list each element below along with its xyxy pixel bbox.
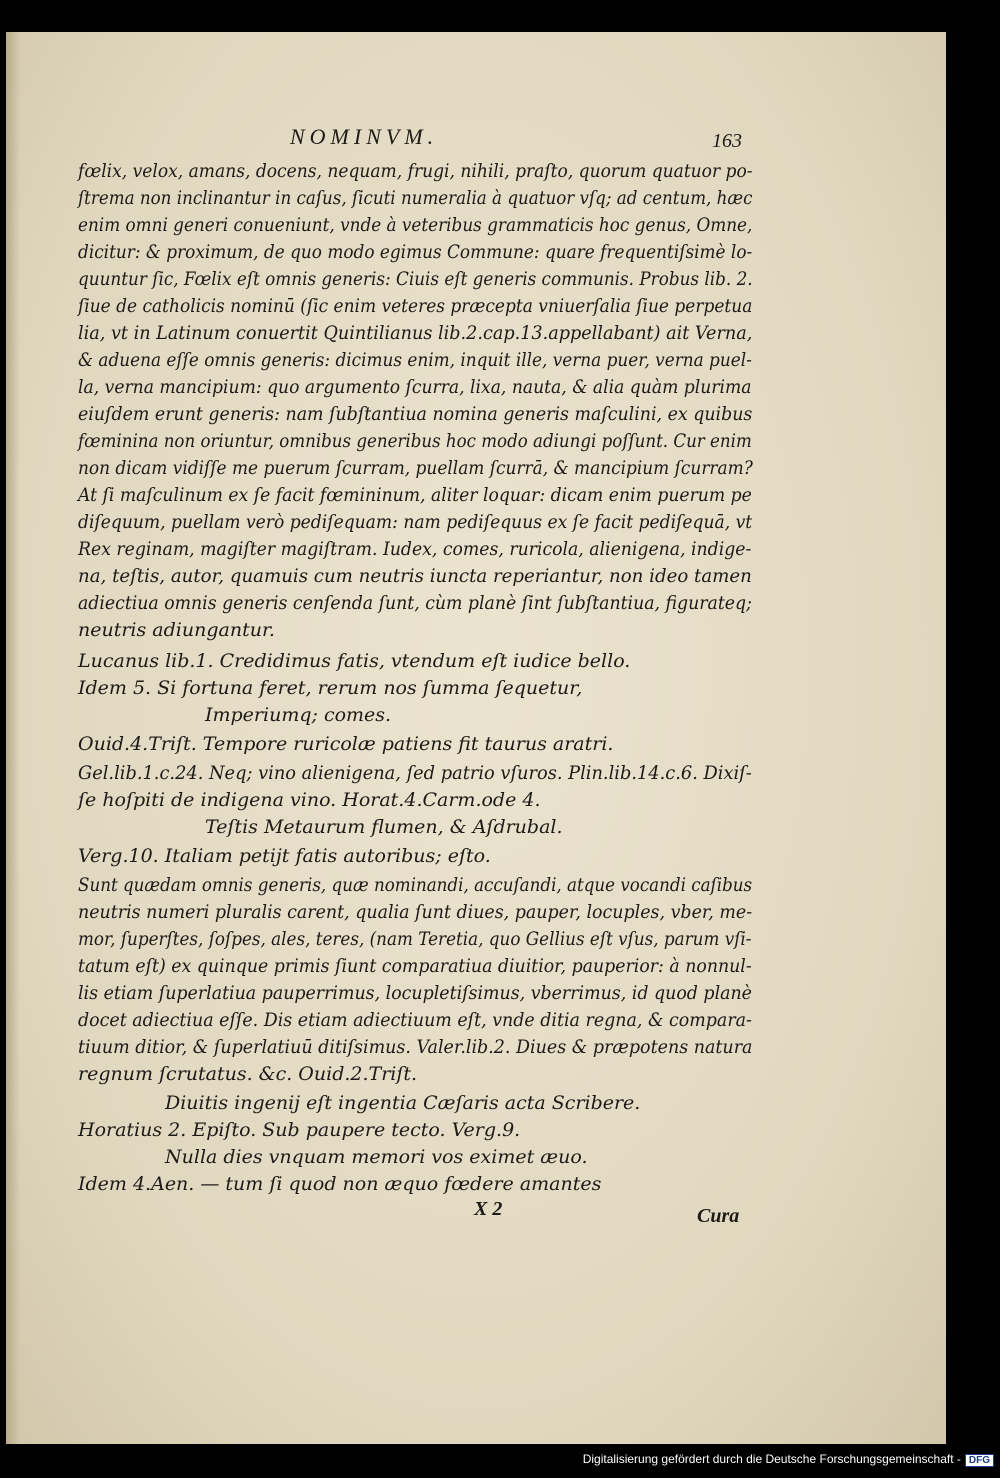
text-line: Idem 4.Aen. — tum ſi quod non æquo fœdere amantes: [78, 1173, 602, 1195]
text-line: & aduena eſſe omnis generis: dicimus enim, inquit ille, verna puer, verna puel-: [78, 349, 752, 371]
text-line: lia, vt in Latinum conuertit Quintilianus lib.2.cap.13.appellabant) ait Verna,: [78, 322, 753, 344]
text-line: tatum eſt) ex quinque primis ſiunt comparatiua diuitior, pauperior: à nonnul-: [78, 955, 752, 977]
text-line: Lucanus lib.1. Credidimus fatis, vtendum eſt iudice bello.: [78, 650, 631, 672]
text-line: At ſi maſculinum ex ſe facit fœmininum, aliter loquar: dicam enim puerum pe: [78, 484, 752, 506]
text-line: eiuſdem erunt generis: nam ſubſtantiua nomina generis maſculini, ex quibus: [78, 403, 753, 425]
text-line: adiectiua omnis generis cenſenda ſunt, cùm planè ſint ſubſtantiua, figurateq;: [78, 592, 752, 614]
text-line: Gel.lib.1.c.24. Neq; vino alienigena, ſed patrio vſuros. Plin.lib.14.c.6. Dixiſ-: [78, 762, 752, 784]
digitization-credit: [0, 1452, 994, 1467]
text-line: neutris numeri pluralis carent, qualia ſunt diues, pauper, locuples, vber, me-: [78, 901, 753, 923]
dfg-logo: DFG: [965, 1454, 994, 1467]
text-line: Verg.10. Italiam petijt fatis autoribus; eſto.: [78, 845, 491, 867]
text-line: Rex reginam, magiſter magiſtram. Iudex, comes, ruricola, alienigena, indige-: [78, 538, 752, 560]
text-line: Nulla dies vnquam memori vos eximet æuo.: [165, 1146, 588, 1168]
page-number: 163: [712, 130, 742, 152]
text-line: ſiue de catholicis nominū (ſic enim veteres præcepta vniuerſalia ſiue perpetua: [78, 295, 753, 317]
text-line: quuntur ſic, Fœlix eſt omnis generis: Ciuis eſt generis communis. Probus lib. 2.: [78, 268, 753, 290]
text-line: ſtrema non inclinantur in caſus, ſicuti numeralia à quatuor vſq; ad centum, hæc: [78, 187, 753, 209]
text-line: Diuitis ingenij eſt ingentia Cæſaris acta Scribere.: [165, 1092, 641, 1114]
catchword: Cura: [697, 1205, 740, 1227]
text-line: enim omni generi conueniunt, vnde à veteribus grammaticis hoc genus, Omne,: [78, 214, 753, 236]
text-line: Teſtis Metaurum flumen, & Aſdrubal.: [205, 816, 563, 838]
running-title: NOMINVM.: [290, 124, 439, 149]
text-line: fœminina non oriuntur, omnibus generibus hoc modo adiungi poſſunt. Cur enim: [78, 430, 752, 452]
text-line: Horatius 2. Epiſto. Sub paupere tecto. Verg.9.: [78, 1119, 521, 1141]
text-line: non dicam vidiſſe me puerum ſcurram, puellam ſcurrā, & mancipium ſcurram?: [78, 457, 753, 479]
text-line: diſequum, puellam verò pediſequam: nam pediſequus ex ſe facit pediſequā, vt: [78, 511, 753, 533]
digitization-note: Digitalisierung gefördert durch die Deutsche Forschungsgemeinschaft -: [582, 1452, 961, 1466]
text-line: fœlix, velox, amans, docens, nequam, frugi, nihili, praſto, quorum quatuor po-: [78, 160, 753, 182]
text-line: Ouid.4.Triſt. Tempore ruricolæ patiens fit taurus aratri.: [78, 733, 614, 755]
text-line: Idem 5. Si fortuna feret, rerum nos ſumma ſequetur,: [78, 677, 583, 699]
text-line: dicitur: & proximum, de quo modo egimus Commune: quare frequentiſsimè lo-: [78, 241, 753, 263]
text-line: tiuum ditior, & ſuperlatiuū ditiſsimus. Valer.lib.2. Diues & præpotens natura: [78, 1036, 753, 1058]
text-line: lis etiam ſuperlatiua pauperrimus, locupletiſsimus, vberrimus, id quod planè: [78, 982, 752, 1004]
text-line: ſe hoſpiti de indigena vino. Horat.4.Carm.ode 4.: [78, 789, 541, 811]
text-line: neutris adiungantur.: [78, 619, 275, 641]
text-line: Imperiumq; comes.: [205, 704, 392, 726]
signature-mark: X 2: [474, 1198, 503, 1220]
text-line: docet adiectiua eſſe. Dis etiam adiectiuum eſt, vnde ditia regna, & compara-: [78, 1009, 752, 1031]
text-line: regnum ſcrutatus. &c. Ouid.2.Triſt.: [78, 1063, 418, 1085]
text-line: mor, ſuperſtes, ſoſpes, ales, teres, (nam Teretia, quo Gellius eſt vſus, parum vſi-: [78, 928, 752, 950]
text-line: Sunt quædam omnis generis, quæ nominandi, accuſandi, atque vocandi caſibus: [78, 874, 753, 896]
text-line: la, verna mancipium: quo argumento ſcurra, lixa, nauta, & alia quàm plurima: [78, 376, 752, 398]
text-line: na, teſtis, autor, quamuis cum neutris iuncta reperiantur, non ideo tamen: [78, 565, 752, 587]
